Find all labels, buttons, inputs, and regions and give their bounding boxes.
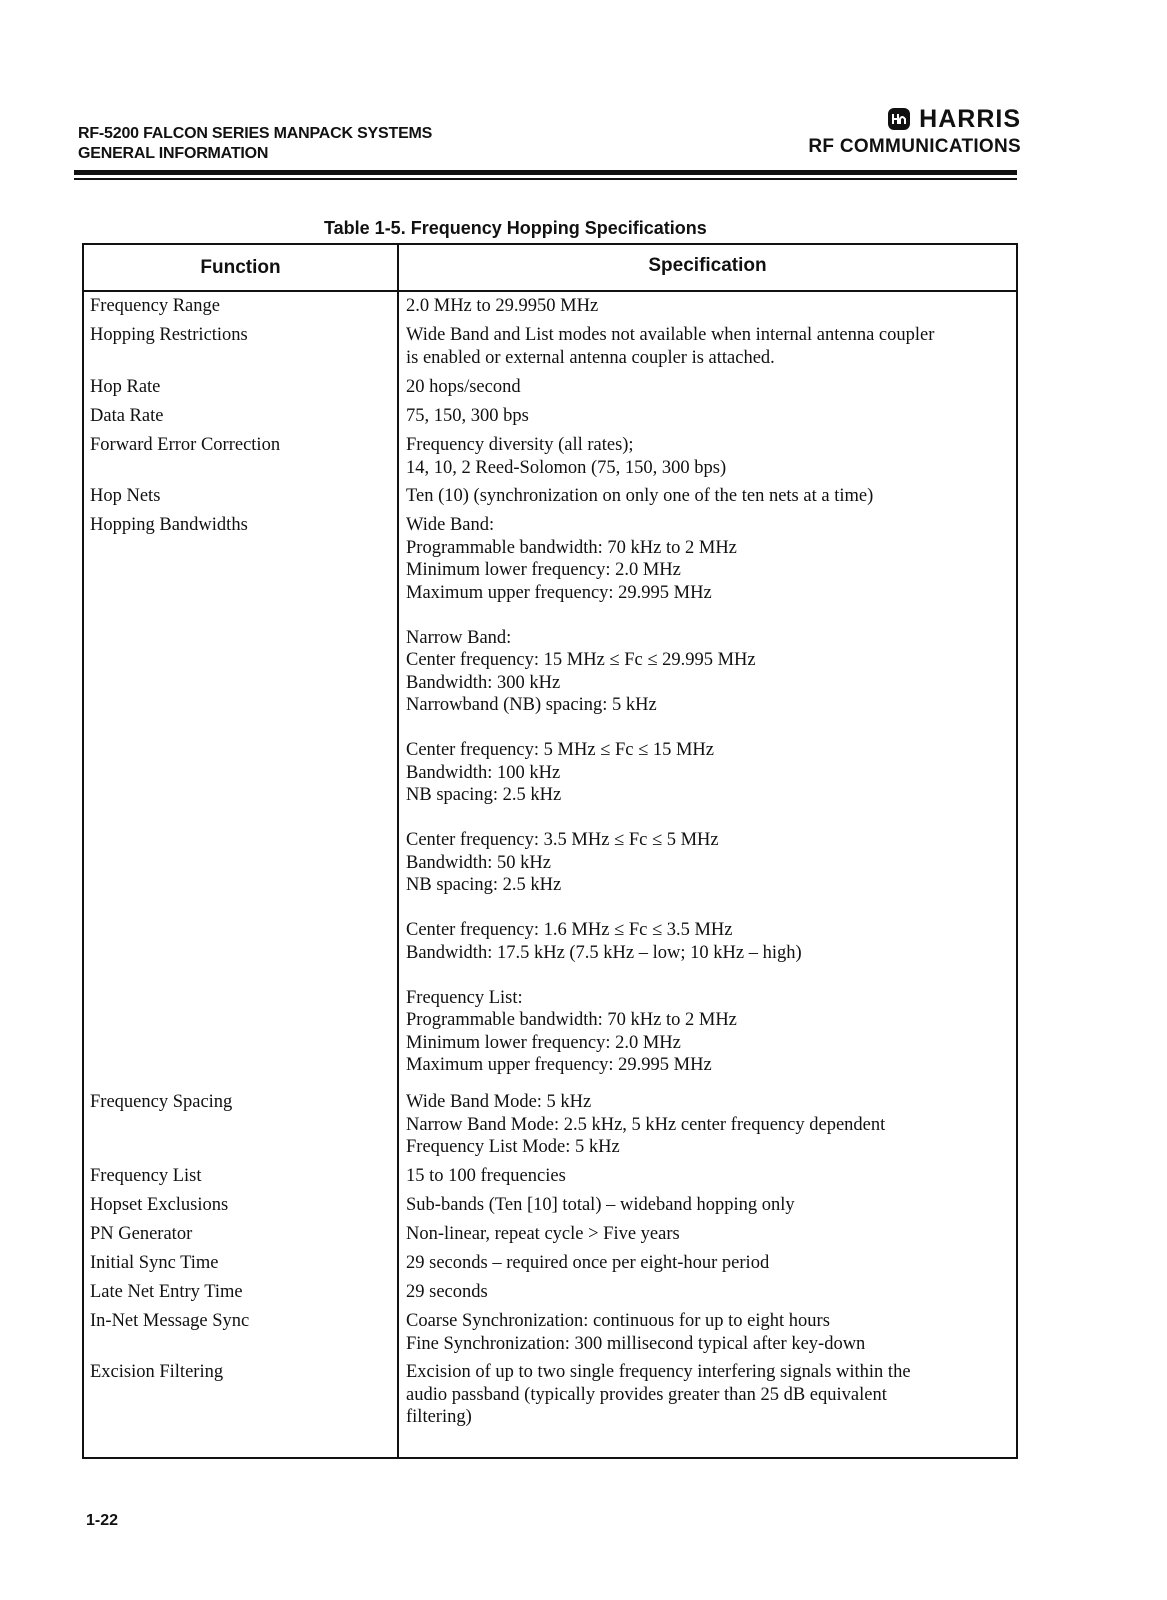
- table-header: [84, 245, 1016, 292]
- function-cell: PN Generator: [90, 1224, 193, 1244]
- spec-cell: Sub-bands (Ten [10] total) – wideband hopping only: [406, 1195, 795, 1215]
- brand-row: [721, 106, 1021, 132]
- brand-block: [721, 106, 1021, 158]
- spec-cell: 29 seconds: [406, 1282, 488, 1302]
- function-cell: Hopping Bandwidths: [90, 515, 248, 535]
- function-cell: Initial Sync Time: [90, 1253, 219, 1273]
- function-cell: Hop Nets: [90, 486, 161, 506]
- spec-cell: Coarse Synchronization: continuous for up to eight hours Fine Synchronization: 300 millisecond typical after key-down: [406, 1311, 866, 1354]
- spec-cell: 75, 150, 300 bps: [406, 406, 529, 426]
- spec-cell: Excision of up to two single frequency interfering signals within the audio passband (typically provides greater than 25 dB equivalent filtering): [406, 1362, 911, 1427]
- column-divider: [397, 245, 399, 1457]
- function-cell: Frequency Range: [90, 296, 220, 316]
- function-cell: In-Net Message Sync: [90, 1311, 250, 1331]
- brand-subtitle: RF COMMUNICATIONS: [808, 136, 1021, 157]
- spec-cell: Non-linear, repeat cycle > Five years: [406, 1224, 680, 1244]
- spec-table: [82, 243, 1018, 1459]
- function-cell: Data Rate: [90, 406, 164, 426]
- spec-cell: 15 to 100 frequencies: [406, 1166, 566, 1186]
- header-specification: Specification: [648, 255, 767, 276]
- function-cell: Hopset Exclusions: [90, 1195, 229, 1215]
- function-cell: Frequency List: [90, 1166, 202, 1186]
- table-title: Table 1-5. Frequency Hopping Specifications: [324, 218, 707, 238]
- page-number: 1-22: [86, 1512, 119, 1529]
- function-cell: Excision Filtering: [90, 1362, 224, 1382]
- function-cell: Late Net Entry Time: [90, 1282, 243, 1302]
- brand-name: HARRIS: [919, 105, 1021, 133]
- spec-cell: 2.0 MHz to 29.9950 MHz: [406, 296, 599, 316]
- spec-cell: 29 seconds – required once per eight-hour period: [406, 1253, 770, 1273]
- function-cell: Hopping Restrictions: [90, 325, 248, 345]
- spec-cell: Ten (10) (synchronization on only one of the ten nets at a time): [406, 486, 874, 506]
- header-rule-thin: [74, 178, 1017, 180]
- header-function: Function: [200, 257, 281, 278]
- document-section: GENERAL INFORMATION: [78, 145, 269, 162]
- function-cell: Forward Error Correction: [90, 435, 281, 455]
- spec-cell: Frequency diversity (all rates); 14, 10, 2 Reed-Solomon (75, 150, 300 bps): [406, 435, 727, 478]
- spec-cell: Wide Band: Programmable bandwidth: 70 kHz to 2 MHz Minimum lower frequency: 2.0 MHz Maximum upper frequency: 29.995 MHz Narrow Band: Center frequency: 15 MHz ≤ Fc ≤ 29.995 MHz Bandwidth: 300 kHz Narrowband (NB) spacing: 5 kHz Center frequency: 5 MHz ≤ Fc ≤ 15 MHz Bandwidth: 100 kHz NB spacing: 2.5 kHz Center frequency: 3.5 MHz ≤ Fc ≤ 5 MHz Bandwidth: 50 kHz NB spacing: 2.5 kHz Center frequency: 1.6 MHz ≤ Fc ≤ 3.5 MHz Bandwidth: 17.5 kHz (7.5 kHz – low; 10 kHz – high) Frequency List: Programmable bandwidth: 70 kHz to 2 MHz Minimum lower frequency: 2.0 MHz Maximum upper frequency: 29.995 MHz: [406, 515, 802, 1075]
- spec-cell: Wide Band Mode: 5 kHz Narrow Band Mode: 2.5 kHz, 5 kHz center frequency dependent Frequency List Mode: 5 kHz: [406, 1092, 886, 1157]
- spec-cell: Wide Band and List modes not available when internal antenna coupler is enabled or external antenna coupler is attached.: [406, 325, 935, 368]
- document-header: [78, 124, 432, 164]
- document-title: RF-5200 FALCON SERIES MANPACK SYSTEMS: [78, 125, 433, 142]
- function-cell: Frequency Spacing: [90, 1092, 233, 1112]
- spec-cell: 20 hops/second: [406, 377, 521, 397]
- header-rule-thick: [74, 170, 1017, 175]
- harris-logo-icon: [887, 107, 911, 131]
- function-cell: Hop Rate: [90, 377, 161, 397]
